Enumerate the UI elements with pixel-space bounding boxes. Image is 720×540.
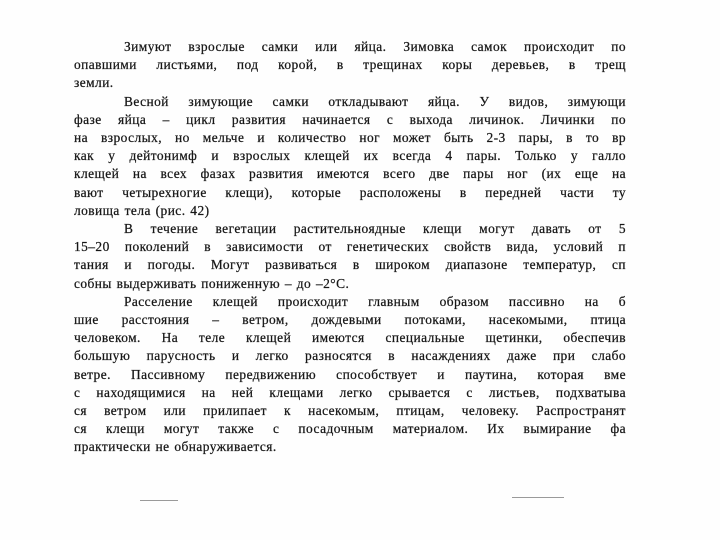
text-line: на взрослых, но мельче и количество ног может быть 2-3 пары, в то вр (74, 130, 626, 146)
paragraph-generations (74, 220, 626, 293)
text-line: вают четырехногие клещи), которые расположены в передней части ту (74, 184, 626, 200)
paragraph-wintering (74, 38, 626, 93)
text-line: Весной зимующие самки откладывают яйца. У видов, зимующи (124, 93, 626, 109)
text-line: клещей на всех фазах развития имеются всего две пары ног (их еще на (74, 166, 626, 182)
text-line: ся клещи могут также с посадочным материалом. Их вымирание фа (74, 421, 626, 437)
text-line: человеком. На теле клещей имеются специальные щетинки, обеспечив (74, 330, 626, 346)
text-line: земли. (74, 75, 114, 91)
text-line: 15–20 поколений в зависимости от генетических свойств вида, условий п (74, 239, 626, 255)
text-line: Расселение клещей происходит главным образом пассивно на б (124, 293, 626, 309)
text-line: ветре. Пассивному передвижению способствует и паутина, которая вме (74, 366, 626, 382)
text-line: с находящимися на ней клещами легко срывается с листьев, подхватыва (74, 384, 626, 400)
text-line: практически не обнаруживается. (74, 439, 277, 455)
text-line: ловища тела (рис. 42) (74, 202, 210, 218)
text-line: тания и погоды. Могут развиваться в широком диапазоне температур, сп (74, 257, 626, 273)
text-line: Зимуют взрослые самки или яйца. Зимовка самок происходит по (124, 39, 626, 54)
text-line: собны выдерживать пониженную – до –2°С. (74, 275, 350, 291)
text-line: как у дейтонимф и взрослых клещей их всегда 4 пары. Только у галло (74, 148, 626, 164)
text-line: фазе яйца – цикл развития начинается с выхода личинок. Личинки по (74, 111, 626, 127)
paragraph-dispersal (74, 293, 626, 457)
scan-speck (140, 500, 178, 501)
text-line: большую парусность и легко разносятся в насаждениях даже при слабо (74, 348, 626, 364)
paragraph-spring-development (74, 93, 626, 220)
text-line: ся ветром или прилипает к насекомым, птицам, человеку. Распространят (74, 403, 626, 419)
text-line: В течение вегетации растительноядные клещи могут давать от 5 (124, 221, 626, 237)
scan-speck (512, 497, 564, 498)
text-line: опавшими листьями, под корой, в трещинах коры деревьев, в трещ (74, 57, 626, 73)
text-line: шие расстояния – ветром, дождевыми потоками, насекомыми, птица (74, 312, 626, 328)
document-text (74, 38, 626, 457)
